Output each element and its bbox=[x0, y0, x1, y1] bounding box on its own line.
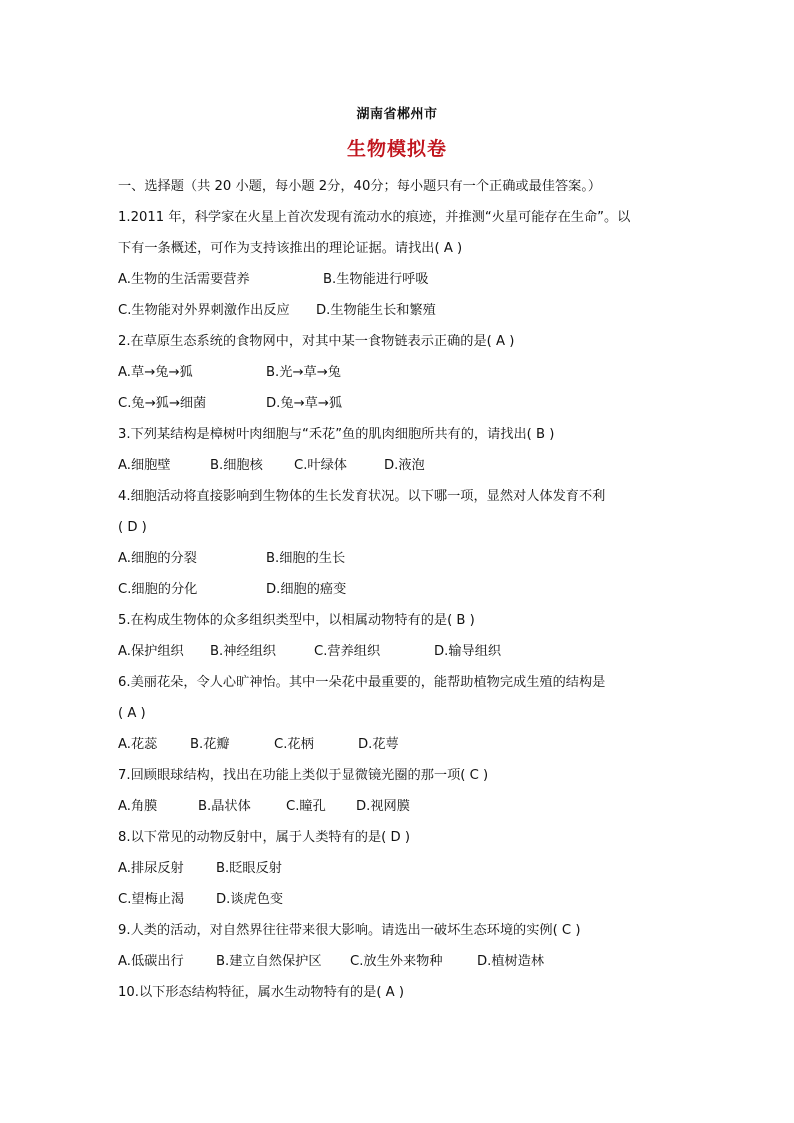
question-1-option-d: D.生物能生长和繁殖 bbox=[316, 303, 436, 318]
question-3-stem: 3.下列某结构是樟树叶肉细胞与“禾花”鱼的肌肉细胞所共有的，请找出( B ) bbox=[118, 427, 555, 442]
question-5-options bbox=[118, 641, 678, 672]
question-4-stem-line-1: 4.细胞活动将直接影响到生物体的生长发育状况。以下哪一项，显然对人体发育不利 bbox=[118, 489, 606, 504]
question-1-stem-line-1: 1.2011 年，科学家在火星上首次发现有流动水的痕迹，并推测“火星可能存在生命”。以 bbox=[118, 210, 631, 225]
question-5-option-d: D.输导组织 bbox=[434, 644, 502, 659]
question-7-options bbox=[118, 796, 678, 827]
question-1-option-a: A.生物的生活需要营养 bbox=[118, 272, 250, 287]
question-9-option-d: D.植树造林 bbox=[477, 954, 545, 969]
question-9-stem: 9.人类的活动，对自然界往往带来很大影响。请选出一破坏生态环境的实例( C ) bbox=[118, 923, 581, 938]
question-1-stem-line-2: 下有一条概述，可作为支持该推出的理论证据。请找出( A ) bbox=[118, 241, 463, 256]
question-8-option-d: D.谈虎色变 bbox=[216, 892, 284, 907]
question-7-option-c: C.瞳孔 bbox=[286, 799, 326, 814]
question-4-option-a: A.细胞的分裂 bbox=[118, 551, 197, 566]
paper-title: 生物模拟卷 bbox=[346, 138, 447, 160]
question-3-option-b: B.细胞核 bbox=[210, 458, 263, 473]
question-9-options bbox=[118, 951, 678, 982]
question-4-option-d: D.细胞的癌变 bbox=[266, 582, 347, 597]
question-2-stem: 2.在草原生态系统的食物网中，对其中某一食物链表示正确的是( A ) bbox=[118, 334, 515, 349]
question-6-option-d: D.花萼 bbox=[358, 737, 399, 752]
question-2-option-c: C.兔→狐→细菌 bbox=[118, 396, 207, 411]
question-6-option-b: B.花瓣 bbox=[190, 737, 230, 752]
question-6-option-a: A.花蕊 bbox=[118, 737, 158, 752]
question-6-options bbox=[118, 734, 678, 765]
question-10-stem: 10.以下形态结构特征，属水生动物特有的是( A ) bbox=[118, 985, 405, 1000]
question-3-option-c: C.叶绿体 bbox=[294, 458, 347, 473]
question-5-option-a: A.保护组织 bbox=[118, 644, 184, 659]
question-1-option-c: C.生物能对外界刺激作出反应 bbox=[118, 303, 290, 318]
question-7-option-b: B.晶状体 bbox=[198, 799, 251, 814]
question-9-option-c: C.放生外来物种 bbox=[350, 954, 443, 969]
question-1-options-row-1 bbox=[118, 269, 678, 300]
question-9-option-b: B.建立自然保护区 bbox=[216, 954, 322, 969]
question-8-options-row-1 bbox=[118, 858, 678, 889]
question-2-option-a: A.草→兔→狐 bbox=[118, 365, 193, 380]
question-5-stem: 5.在构成生物体的众多组织类型中，以相属动物特有的是( B ) bbox=[118, 613, 475, 628]
question-5-option-b: B.神经组织 bbox=[210, 644, 276, 659]
question-8-option-a: A.排尿反射 bbox=[118, 861, 184, 876]
question-4-options-row-2 bbox=[118, 579, 678, 610]
question-3-option-d: D.液泡 bbox=[384, 458, 425, 473]
question-6-option-c: C.花柄 bbox=[274, 737, 314, 752]
question-8-option-b: B.眨眼反射 bbox=[216, 861, 282, 876]
question-1-options-row-2 bbox=[118, 300, 678, 331]
question-6-stem-line-2: ( A ) bbox=[118, 706, 146, 721]
question-3-options bbox=[118, 455, 678, 486]
question-6-stem-line-1: 6.美丽花朵，令人心旷神怡。其中一朵花中最重要的，能帮助植物完成生殖的结构是 bbox=[118, 675, 606, 690]
question-8-stem: 8.以下常见的动物反射中，属于人类特有的是( D ) bbox=[118, 830, 410, 845]
question-2-option-b: B.光→草→兔 bbox=[266, 365, 341, 380]
question-4-options-row-1 bbox=[118, 548, 678, 579]
question-body bbox=[118, 176, 678, 1013]
question-4-option-c: C.细胞的分化 bbox=[118, 582, 198, 597]
question-2-options-row-1 bbox=[118, 362, 678, 393]
question-2-option-d: D.兔→草→狐 bbox=[266, 396, 343, 411]
section-heading: 一、选择题（共 20 小题，每小题 2分，40分；每小题只有一个正确或最佳答案。） bbox=[118, 179, 602, 194]
question-4-option-b: B.细胞的生长 bbox=[266, 551, 346, 566]
region-header: 湖南省郴州市 bbox=[356, 107, 438, 122]
question-2-options-row-2 bbox=[118, 393, 678, 424]
question-8-option-c: C.望梅止渴 bbox=[118, 892, 185, 907]
question-5-option-c: C.营养组织 bbox=[314, 644, 381, 659]
question-8-options-row-2 bbox=[118, 889, 678, 920]
question-7-stem: 7.回顾眼球结构，找出在功能上类似于显微镜光圈的那一项( C ) bbox=[118, 768, 489, 783]
question-1-option-b: B.生物能进行呼吸 bbox=[323, 272, 429, 287]
question-3-option-a: A.细胞壁 bbox=[118, 458, 171, 473]
question-7-option-a: A.角膜 bbox=[118, 799, 158, 814]
question-7-option-d: D.视网膜 bbox=[356, 799, 410, 814]
question-9-option-a: A.低碳出行 bbox=[118, 954, 184, 969]
question-4-stem-line-2: ( D ) bbox=[118, 520, 147, 535]
